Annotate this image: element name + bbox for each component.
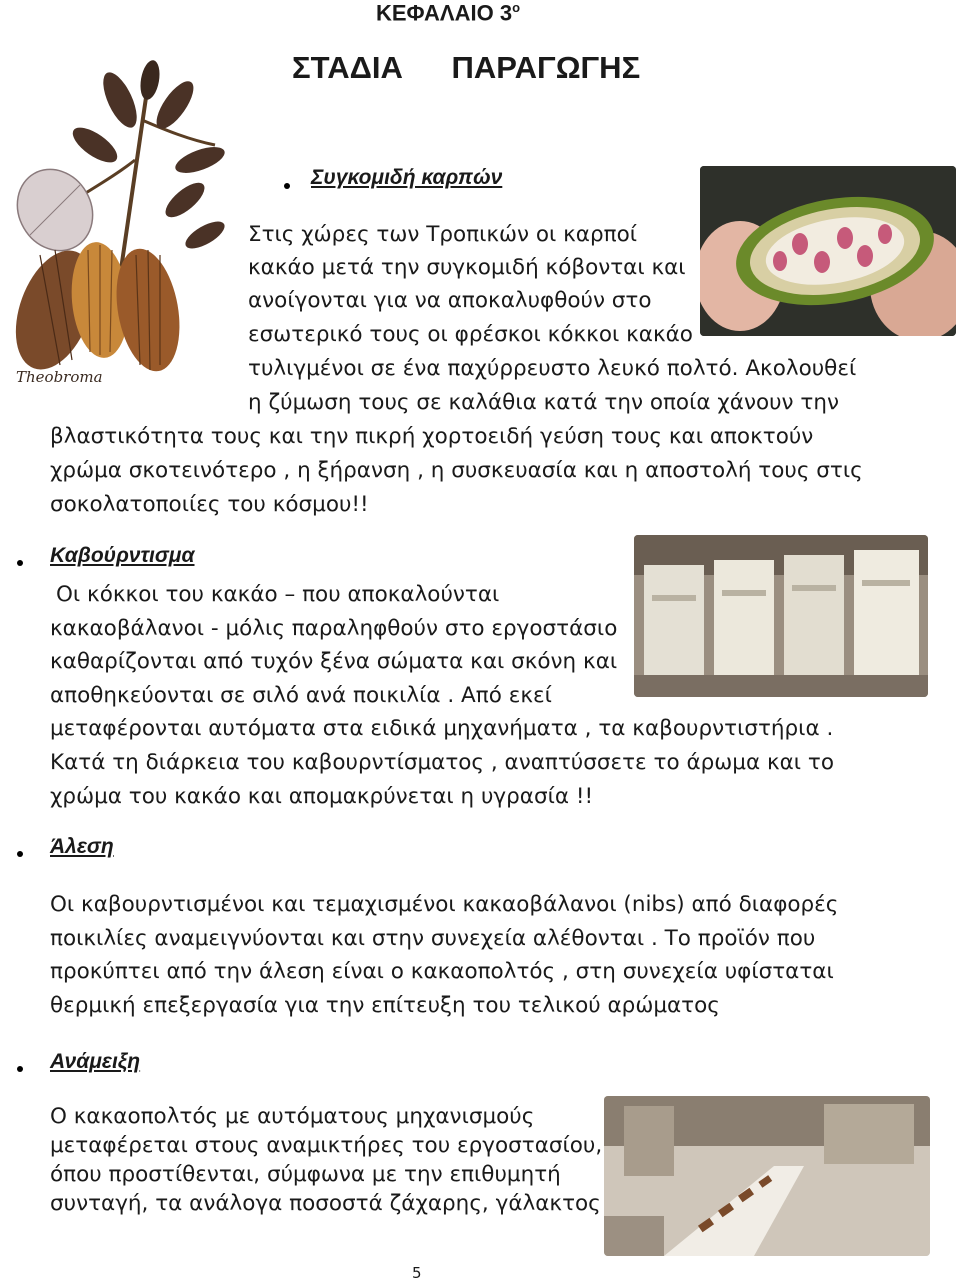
roasting-line: καθαρίζονται από τυχόν ξένα σώματα και σκόνη και bbox=[50, 649, 618, 674]
harvest-line: κακάο μετά την συγκομιδή κόβονται και bbox=[248, 255, 686, 280]
bullet-mixing bbox=[17, 1066, 23, 1072]
roasting-line: Κατά τη διάρκεια του καβουρντίσματος , αναπτύσσετε το άρωμα και το bbox=[50, 750, 835, 775]
grinding-line: προκύπτει από την άλεση είναι ο κακαοπολτός , στη συνεχεία υφίσταται bbox=[50, 959, 834, 984]
chapter-label: ΚΕΦΑΛΑΙΟ $3^o$ bbox=[376, 0, 521, 26]
roasting-line: χρώμα του κακάο και απομακρύνεται η υγρασία !! bbox=[50, 784, 594, 809]
illustration-caption: Theobroma bbox=[16, 368, 103, 386]
harvest-line: σοκολατοποιίες του κόσμου!! bbox=[50, 492, 369, 517]
chocolate-production-photo bbox=[604, 1096, 930, 1256]
mixing-line: συνταγή, τα ανάλογα ποσοστά ζάχαρης, γάλακτος bbox=[50, 1191, 601, 1216]
harvest-line: εσωτερικό τους οι φρέσκοι κόκκοι κακάο bbox=[248, 322, 693, 347]
grinding-line: θερμική επεξεργασία για την επίτευξη του τελικού αρώματος bbox=[50, 993, 720, 1018]
roasting-heading: Καβούρντισμα bbox=[50, 544, 195, 567]
mixing-line: όπου προστίθενται, σύμφωνα με την επιθυμητή bbox=[50, 1162, 561, 1187]
grinding-heading: Άλεση bbox=[50, 835, 114, 858]
page-number: 5 bbox=[412, 1264, 422, 1282]
bullet-harvest bbox=[284, 183, 290, 189]
harvest-line: βλαστικότητα τους και την πικρή χορτοειδή γεύση τους και αποκτούν bbox=[50, 424, 814, 449]
harvest-line: χρώμα σκοτεινότερο , η ξήρανση , η συσκευασία και η αποστολή τους στις bbox=[50, 458, 863, 483]
grinding-line: ποικιλίες αναμειγνύονται και στην συνεχεία αλέθονται . Το προϊόν που bbox=[50, 926, 816, 951]
roasting-line: μεταφέρονται αυτόματα στα ειδικά μηχανήματα , τα καβουρντιστήρια . bbox=[50, 716, 834, 741]
harvest-line: Στις χώρες των Τροπικών οι καρποί bbox=[248, 222, 637, 247]
harvest-heading: Συγκομιδή καρπών bbox=[311, 166, 503, 189]
harvest-line: ανοίγονται για να αποκαλυφθούν στο bbox=[248, 288, 652, 313]
bullet-grinding bbox=[17, 851, 23, 857]
roasting-line: κακαοβάλανοι - μόλις παραληφθούν στο εργοστάσιο bbox=[50, 616, 618, 641]
mixing-line: μεταφέρεται στους αναμικτήρες του εργοστασίου, bbox=[50, 1133, 603, 1158]
cacao-pod-photo bbox=[700, 166, 956, 336]
harvest-line: η ζύμωση τους σε καλάθια κατά την οποία χάνουν την bbox=[248, 390, 839, 415]
harvest-line: τυλιγμένοι σε ένα παχύρρευστο λευκό πολτό. Ακολουθεί bbox=[248, 356, 857, 381]
grinding-line: Οι καβουρντισμένοι και τεμαχισμένοι κακαοβάλανοι (nibs) από διαφορές bbox=[50, 892, 839, 917]
page-title: ΣΤΑΔΙΑ ΠΑΡΑΓΩΓΗΣ bbox=[292, 50, 641, 85]
bullet-roasting bbox=[17, 560, 23, 566]
mixing-line: Ο κακαοπολτός με αυτόματους μηχανισμούς bbox=[50, 1104, 535, 1129]
roasting-machines-photo bbox=[634, 535, 928, 697]
roasting-line: Οι κόκκοι του κακάο – που αποκαλούνται bbox=[56, 582, 500, 607]
cacao-plant-illustration bbox=[0, 60, 240, 390]
roasting-line: αποθηκεύονται σε σιλό ανά ποικιλία . Από εκεί bbox=[50, 683, 552, 708]
mixing-heading: Ανάμειξη bbox=[50, 1050, 141, 1073]
